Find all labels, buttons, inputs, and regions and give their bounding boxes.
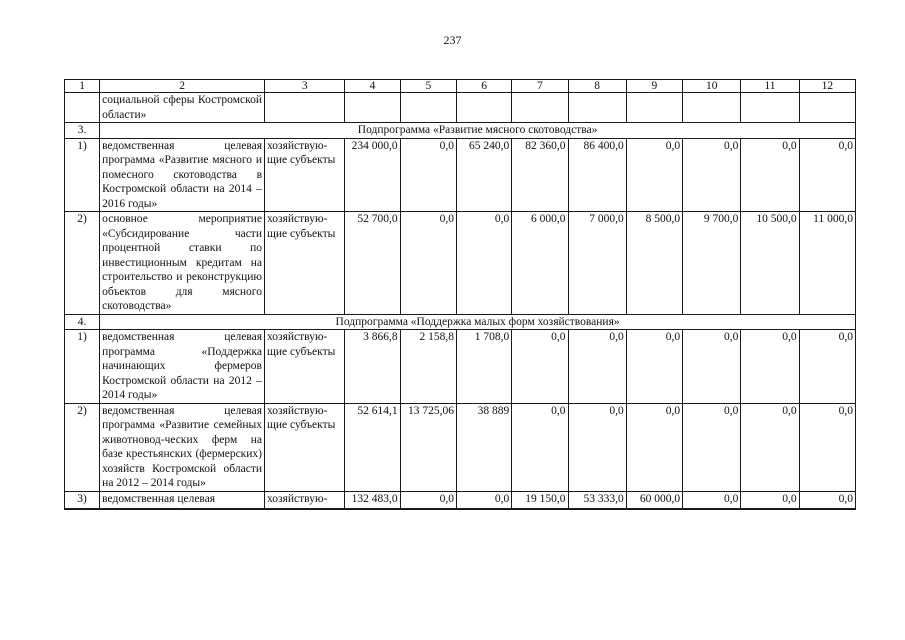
- header-cell: 3: [265, 80, 345, 93]
- value-cell: 9 700,0: [683, 212, 741, 315]
- value-cell: 0,0: [799, 138, 855, 212]
- value-cell: 0,0: [456, 491, 511, 509]
- value-cell: 60 000,0: [626, 491, 682, 509]
- header-cell: 2: [100, 80, 265, 93]
- value-cell: 0,0: [683, 330, 741, 404]
- row-index: 1): [65, 138, 100, 212]
- page-number: 237: [443, 33, 462, 47]
- value-cell: 0,0: [456, 212, 511, 315]
- value-cell: [345, 93, 400, 123]
- value-cell: 0,0: [568, 330, 626, 404]
- value-cell: 65 240,0: [456, 138, 511, 212]
- value-cell: [512, 93, 568, 123]
- row-subject: хозяйствую-щие субъекты: [265, 403, 345, 491]
- value-cell: 0,0: [512, 403, 568, 491]
- value-cell: 132 483,0: [345, 491, 400, 509]
- section-title: Подпрограмма «Развитие мясного скотоводства»: [100, 123, 856, 139]
- row-index: 3): [65, 491, 100, 509]
- table-row: [65, 403, 856, 491]
- value-cell: 53 333,0: [568, 491, 626, 509]
- header-cell: 10: [683, 80, 741, 93]
- value-cell: 11 000,0: [799, 212, 855, 315]
- section-row: [65, 123, 856, 139]
- value-cell: 0,0: [799, 330, 855, 404]
- row-subject: хозяйствую-щие субъекты: [265, 138, 345, 212]
- row-name: ведомственная целевая программа «Развитие мясного и помесного скотоводства в Костромской области на 2014 – 2016 годы»: [100, 138, 265, 212]
- section-title: Подпрограмма «Поддержка малых форм хозяйствования»: [100, 314, 856, 330]
- header-cell: 8: [568, 80, 626, 93]
- value-cell: 13 725,06: [400, 403, 456, 491]
- header-cell: 4: [345, 80, 400, 93]
- section-row: [65, 314, 856, 330]
- value-cell: 0,0: [400, 138, 456, 212]
- value-cell: 0,0: [741, 138, 799, 212]
- row-name: ведомственная целевая программа «Поддержка начинающих фермеров Костромской области на 2012 – 2014 годы»: [100, 330, 265, 404]
- value-cell: [741, 93, 799, 123]
- value-cell: [400, 93, 456, 123]
- value-cell: 0,0: [568, 403, 626, 491]
- row-name: ведомственная целевая программа «Развитие семейных животновод-ческих ферм на базе крестьянских (фермерских) хозяйств Костромской области на 2012 – 2014 годы»: [100, 403, 265, 491]
- header-cell: 9: [626, 80, 682, 93]
- value-cell: [568, 93, 626, 123]
- value-cell: 3 866,8: [345, 330, 400, 404]
- value-cell: 38 889: [456, 403, 511, 491]
- header-cell: 1: [65, 80, 100, 93]
- value-cell: 52 614,1: [345, 403, 400, 491]
- section-index: 3.: [65, 123, 100, 139]
- value-cell: 7 000,0: [568, 212, 626, 315]
- value-cell: 52 700,0: [345, 212, 400, 315]
- row-name: основное мероприятие «Субсидирование части процентной ставки по инвестиционным кредитам на строительство и реконструкцию объектов для мясного скотоводства»: [100, 212, 265, 315]
- value-cell: 0,0: [799, 491, 855, 509]
- value-cell: 0,0: [741, 491, 799, 509]
- row-index: 1): [65, 330, 100, 404]
- budget-table: [64, 79, 856, 510]
- value-cell: 10 500,0: [741, 212, 799, 315]
- row-subject: хозяйствую-щие субъекты: [265, 330, 345, 404]
- value-cell: 86 400,0: [568, 138, 626, 212]
- header-cell: 12: [799, 80, 855, 93]
- value-cell: [799, 93, 855, 123]
- table-row: [65, 330, 856, 404]
- value-cell: 2 158,8: [400, 330, 456, 404]
- value-cell: 8 500,0: [626, 212, 682, 315]
- value-cell: 0,0: [799, 403, 855, 491]
- header-row: [65, 80, 856, 93]
- row-name: социальной сферы Костромской области»: [100, 93, 265, 123]
- header-cell: 5: [400, 80, 456, 93]
- value-cell: 0,0: [626, 403, 682, 491]
- value-cell: 19 150,0: [512, 491, 568, 509]
- value-cell: 82 360,0: [512, 138, 568, 212]
- value-cell: 0,0: [626, 138, 682, 212]
- value-cell: 0,0: [683, 138, 741, 212]
- value-cell: 0,0: [400, 212, 456, 315]
- value-cell: 0,0: [741, 330, 799, 404]
- table-row: [65, 491, 856, 509]
- value-cell: 0,0: [683, 491, 741, 509]
- value-cell: [456, 93, 511, 123]
- value-cell: 6 000,0: [512, 212, 568, 315]
- header-cell: 11: [741, 80, 799, 93]
- header-cell: 6: [456, 80, 511, 93]
- section-index: 4.: [65, 314, 100, 330]
- row-subject: хозяйствую-щие субъекты: [265, 212, 345, 315]
- table-row: [65, 93, 856, 123]
- value-cell: 1 708,0: [456, 330, 511, 404]
- value-cell: 0,0: [400, 491, 456, 509]
- header-cell: 7: [512, 80, 568, 93]
- row-index: 2): [65, 403, 100, 491]
- row-index: 2): [65, 212, 100, 315]
- value-cell: 0,0: [683, 403, 741, 491]
- row-subject: хозяйствую-: [265, 491, 345, 509]
- value-cell: 0,0: [512, 330, 568, 404]
- value-cell: [626, 93, 682, 123]
- value-cell: 234 000,0: [345, 138, 400, 212]
- value-cell: 0,0: [741, 403, 799, 491]
- row-name: ведомственная целевая: [100, 491, 265, 509]
- row-subject: [265, 93, 345, 123]
- row-index: [65, 93, 100, 123]
- table-row: [65, 138, 856, 212]
- table-row: [65, 212, 856, 315]
- value-cell: 0,0: [626, 330, 682, 404]
- value-cell: [683, 93, 741, 123]
